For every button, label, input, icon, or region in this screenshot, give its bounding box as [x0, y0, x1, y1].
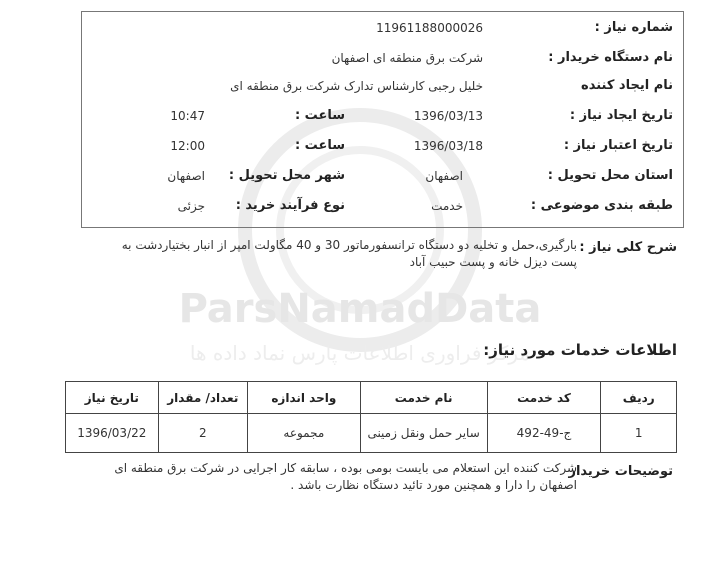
need-info-box — [81, 11, 684, 228]
buyer-notes-label: توضیحات خریدار — [568, 464, 673, 479]
city-label: شهر محل تحویل : — [228, 168, 345, 183]
row-province — [82, 164, 683, 190]
services-title: اطلاعات خدمات مورد نیاز: — [483, 341, 677, 359]
created-time-label: ساعت : — [294, 108, 345, 123]
validity-time-value: 12:00 — [170, 139, 205, 153]
description-text: بارگیری،حمل و تخلیه دو دستگاه ترانسفورماتور 30 و 40 مگاولت امپر از انبار بختیاردشت به پست دیزل خانه و پست حبیب آباد — [121, 238, 577, 269]
header-quantity: تعداد/ مقدار — [158, 382, 247, 414]
need-number-label: شماره نیاز : — [594, 20, 673, 35]
province-label: استان محل تحویل : — [547, 168, 673, 183]
row-buyer — [82, 46, 683, 72]
province-value: اصفهان — [425, 169, 463, 183]
row-category — [82, 194, 683, 220]
header-unit: واحد اندازه — [247, 382, 360, 414]
category-value: خدمت — [431, 199, 463, 213]
cell-service-code: ج-49-492 — [487, 414, 601, 453]
row-creator — [82, 74, 683, 100]
description-label: شرح کلی نیاز : — [579, 240, 677, 255]
creator-value: خلیل رجبی کارشناس تدارک شرکت برق منطقه ای — [230, 79, 483, 93]
need-number-value: 11961188000026 — [376, 21, 483, 35]
purchase-type-label: نوع فرآیند خرید : — [235, 198, 345, 213]
header-service-code: کد خدمت — [487, 382, 601, 414]
row-validity — [82, 134, 683, 160]
services-table — [65, 381, 677, 453]
services-header-row — [66, 382, 677, 414]
validity-date-value: 1396/03/18 — [413, 139, 483, 153]
category-label: طبقه بندی موضوعی : — [530, 198, 673, 213]
purchase-type-value: جزئی — [177, 199, 205, 213]
created-time-value: 10:47 — [170, 109, 205, 123]
validity-time-label: ساعت : — [294, 138, 345, 153]
row-created — [82, 104, 683, 130]
buyer-notes-text: شرکت کننده این استعلام می بایست بومی بوده ، سابقه کار اجرایی در شرکت برق منطقه ای اصفهان را دارا و همچنین مورد تائید دستگاه نظارت باشد . — [114, 461, 577, 492]
header-need-date: تاریخ نیاز — [66, 382, 159, 414]
cell-quantity: 2 — [158, 414, 247, 453]
city-value: اصفهان — [167, 169, 205, 183]
buyer-label: نام دستگاه خریدار : — [548, 50, 673, 65]
cell-need-date: 1396/03/22 — [66, 414, 159, 453]
created-date-label: تاریخ ایجاد نیاز : — [569, 108, 673, 123]
created-date-value: 1396/03/13 — [413, 109, 483, 123]
watermark-brand: ParsNamadData — [178, 286, 542, 332]
watermark-tagline: مرکز فراوری اطلاعات پارس نماد داده ها — [189, 341, 531, 365]
buyer-value: شرکت برق منطقه ای اصفهان — [331, 51, 483, 65]
header-row-number: ردیف — [601, 382, 677, 414]
cell-unit: مجموعه — [247, 414, 360, 453]
table-row — [66, 414, 677, 453]
header-service-name: نام خدمت — [360, 382, 487, 414]
validity-date-label: تاریخ اعتبار نیاز : — [563, 138, 673, 153]
row-need-number — [82, 16, 683, 42]
cell-row-number: 1 — [601, 414, 677, 453]
creator-label: نام ایجاد کننده — [581, 78, 673, 93]
cell-service-name: سایر حمل ونقل زمینی — [360, 414, 487, 453]
